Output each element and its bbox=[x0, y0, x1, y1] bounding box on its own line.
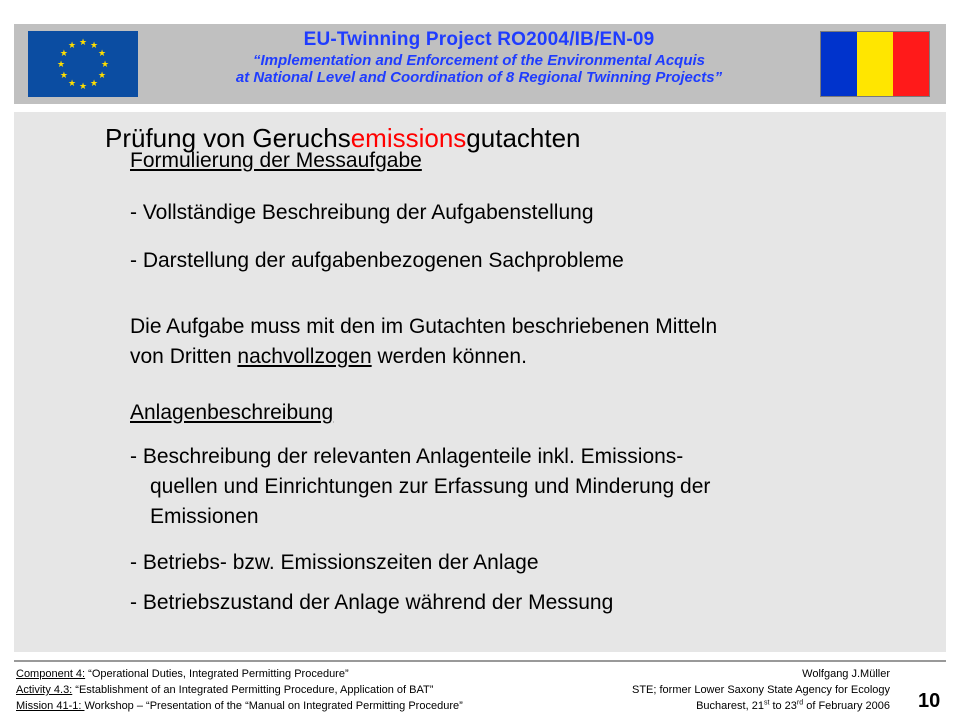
paragraph-line1: Die Aufgabe muss mit den im Gutachten beschriebenen Mitteln bbox=[130, 315, 718, 338]
footer-project-info bbox=[16, 666, 463, 714]
eu-star-icon: ★ bbox=[98, 71, 107, 81]
header-bar bbox=[14, 24, 946, 104]
eu-star-icon: ★ bbox=[56, 60, 66, 70]
footer-divider bbox=[14, 660, 946, 662]
header-text bbox=[154, 28, 804, 86]
eu-star-icon: ★ bbox=[67, 40, 77, 51]
project-subtitle-line1: “Implementation and Enforcement of the Environmental Acquis bbox=[253, 52, 705, 69]
footer-component: Component 4: “Operational Duties, Integrated Permitting Procedure” bbox=[16, 668, 349, 680]
section-heading-messaufgabe: Formulierung der Messaufgabe bbox=[130, 149, 422, 172]
eu-flag-icon bbox=[28, 31, 138, 97]
footer-author-info bbox=[632, 666, 890, 714]
section-heading-anlagenbeschreibung: Anlagenbeschreibung bbox=[130, 401, 334, 424]
bullet-anlagenteile-line1: - Beschreibung der relevanten Anlagenteile inkl. Emissions- bbox=[130, 445, 684, 468]
eu-star-icon: ★ bbox=[59, 49, 68, 59]
bullet-anlagenteile-line2: quellen und Einrichtungen zur Erfassung und Minderung der bbox=[150, 475, 711, 498]
page-number: 10 bbox=[918, 690, 941, 712]
footer-author: Wolfgang J.Müller bbox=[802, 668, 890, 680]
footer-activity: Activity 4.3: “Establishment of an Integrated Permitting Procedure, Application of BAT” bbox=[16, 684, 434, 696]
eu-star-icon: ★ bbox=[89, 79, 99, 90]
bullet-aufgabenstellung: - Vollständige Beschreibung der Aufgabenstellung bbox=[130, 201, 594, 224]
bullet-emissionszeiten: - Betriebs- bzw. Emissionszeiten der Anlage bbox=[130, 551, 539, 574]
eu-star-icon: ★ bbox=[98, 49, 107, 59]
bullet-sachprobleme: - Darstellung der aufgabenbezogenen Sachprobleme bbox=[130, 249, 624, 272]
footer-date: Bucharest, 21st to 23rd of February 2006 bbox=[696, 699, 890, 712]
title-highlight: emissions bbox=[350, 123, 467, 153]
project-title: EU-Twinning Project RO2004/IB/EN-09 bbox=[303, 29, 655, 50]
footer-affiliation: STE; former Lower Saxony State Agency for Ecology bbox=[631, 684, 890, 696]
eu-star-icon: ★ bbox=[78, 38, 88, 48]
eu-star-icon: ★ bbox=[78, 82, 88, 92]
eu-star-icon: ★ bbox=[89, 40, 99, 51]
romania-flag-icon bbox=[820, 31, 930, 97]
bullet-anlagenteile-line3: Emissionen bbox=[150, 505, 259, 528]
eu-star-icon: ★ bbox=[67, 79, 77, 90]
eu-star-icon: ★ bbox=[100, 60, 110, 70]
project-subtitle-line2: at National Level and Coordination of 8 Regional Twinning Projects” bbox=[235, 69, 723, 86]
eu-star-icon: ★ bbox=[59, 71, 68, 81]
paragraph-line2: von Dritten nachvollzogen werden können. bbox=[130, 345, 527, 368]
footer-mission: Mission 41-1: Workshop – “Presentation of the “Manual on Integrated Permitting Procedure” bbox=[16, 700, 463, 712]
bullet-betriebszustand: - Betriebszustand der Anlage während der Messung bbox=[130, 591, 614, 614]
slide-title: Prüfung von Geruchsemissionsgutachten bbox=[105, 123, 581, 153]
